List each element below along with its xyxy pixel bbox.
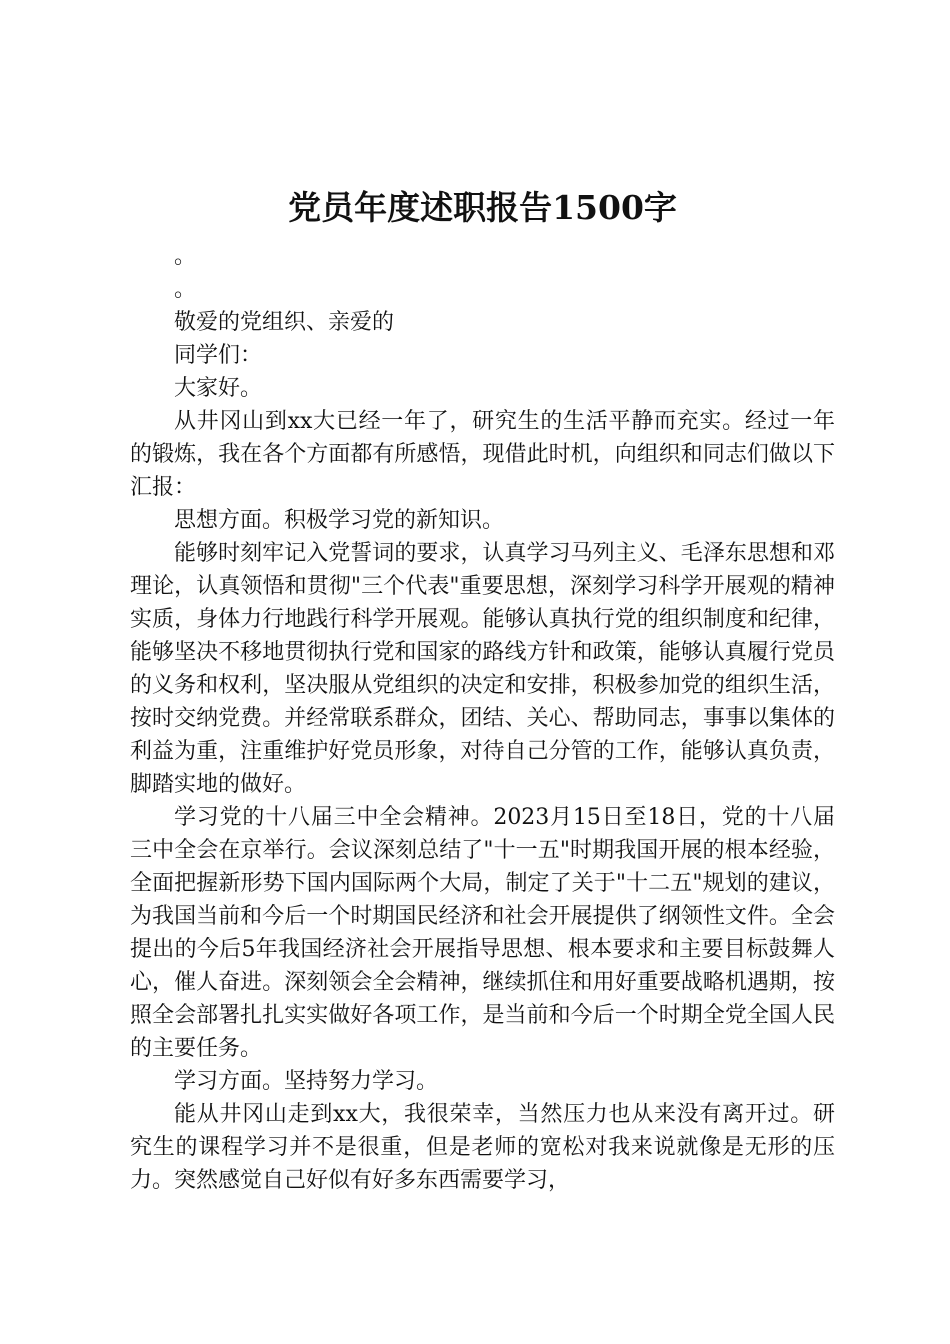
paragraph: 大家好。 (174, 376, 263, 401)
paragraph: 能从井冈山走到xx大，我很荣幸，当然压力也从来没有离开过。研究生的课程学习并不是很重，但是老师的宽松对我来说就像是无形的压力。突然感觉自己好似有好多东西需要学习， (130, 1102, 835, 1193)
paragraph: 同学们： (174, 343, 263, 368)
document-title: 党员年度述职报告1500字 (288, 188, 677, 227)
paragraph: 。 (174, 277, 197, 302)
document-page (130, 186, 835, 1197)
paragraph: 敬爱的党组织、亲爱的 (174, 310, 395, 335)
paragraph: 学习党的十八届三中全会精神。2023月15日至18日，党的十八届三中全会在京举行。会议深刻总结了"十一五"时期我国开展的根本经验，全面把握新形势下国内国际两个大局，制定了关于"十二五"规划的建议，为我国当前和今后一个时期国民经济和社会开展提供了纲领性文件。全会提出的今后5年我国经济社会开展指导思想、根本要求和主要目标鼓舞人心，催人奋进。深刻领会全会精神，继续抓住和用好重要战略机遇期，按照全会部署扎扎实实做好各项工作，是当前和今后一个时期全党全国人民的主要任务。 (130, 805, 835, 1061)
paragraph: 思想方面。积极学习党的新知识。 (174, 508, 505, 533)
paragraph: 能够时刻牢记入党誓词的要求，认真学习马列主义、毛泽东思想和邓理论，认真领悟和贯彻"三个代表"重要思想，深刻学习科学开展观的精神实质，身体力行地践行科学开展观。能够认真执行党的组织制度和纪律，能够坚决不移地贯彻执行党和国家的路线方针和政策，能够认真履行党员的义务和权利，坚决服从党组织的决定和安排，积极参加党的组织生活，按时交纳党费。并经常联系群众，团结、关心、帮助同志，事事以集体的利益为重，注重维护好党员形象，对待自己分管的工作，能够认真负责，脚踏实地的做好。 (130, 541, 835, 797)
paragraph: 从井冈山到xx大已经一年了，研究生的生活平静而充实。经过一年的锻炼，我在各个方面都有所感悟，现借此时机，向组织和同志们做以下汇报： (130, 409, 835, 500)
paragraph: 学习方面。坚持努力学习。 (174, 1069, 439, 1094)
paragraph: 。 (174, 244, 197, 269)
